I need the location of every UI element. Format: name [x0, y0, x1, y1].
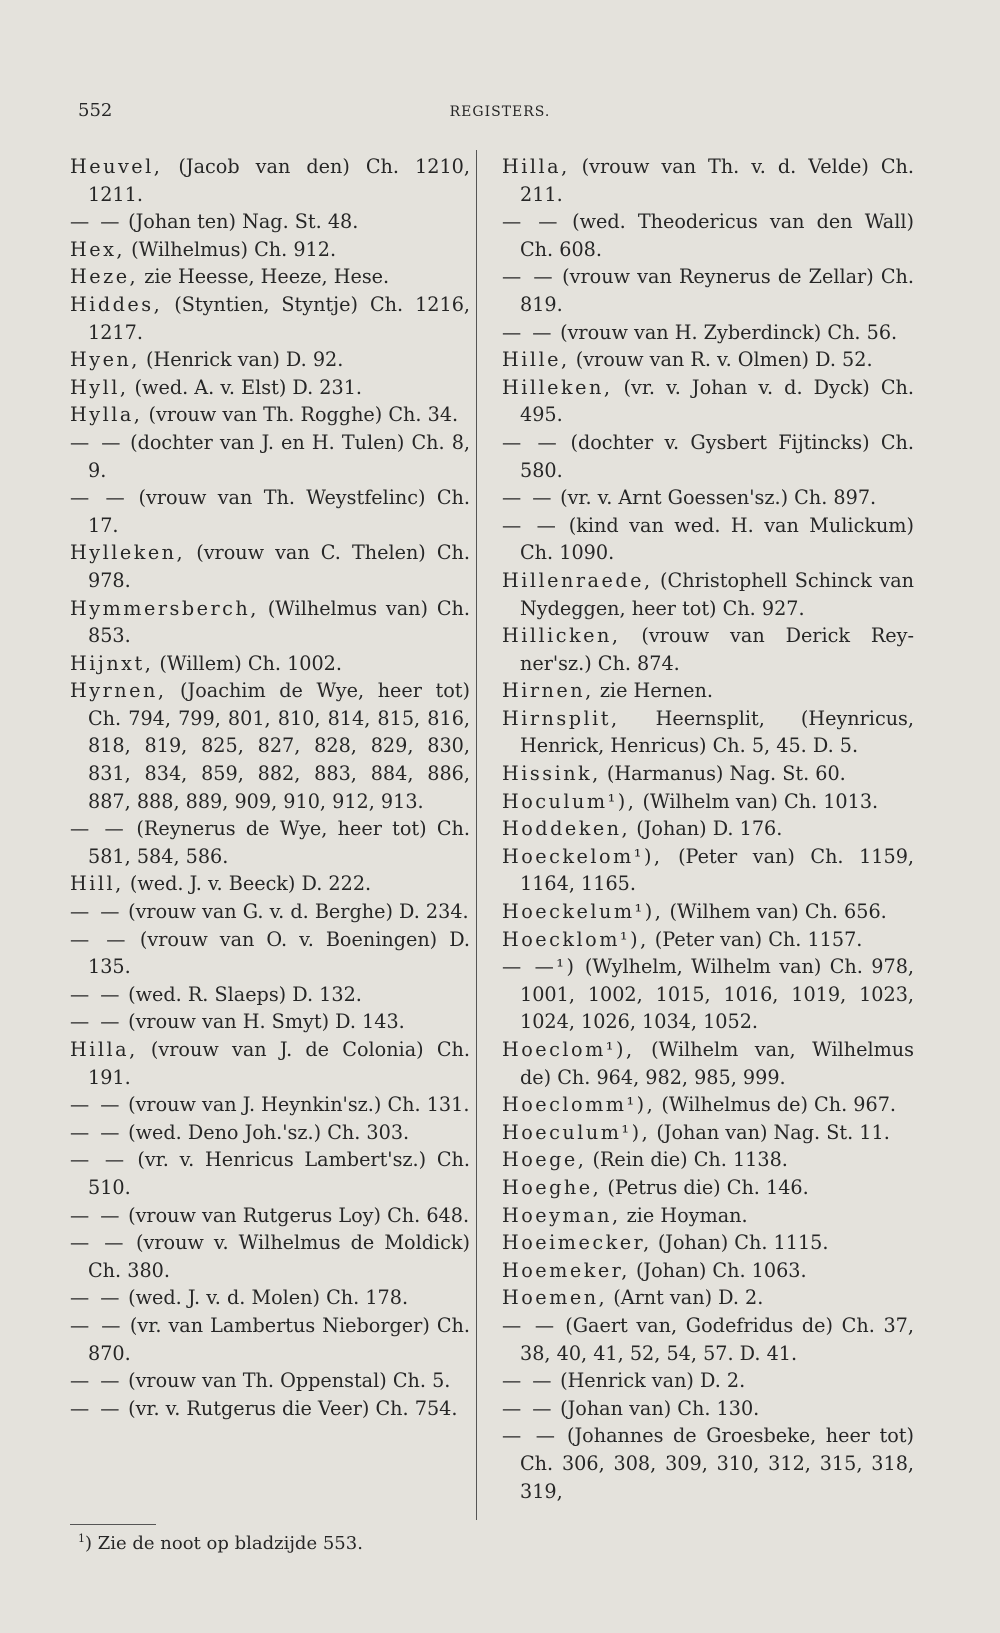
entry-headword: Hoeimecker, [502, 1231, 652, 1255]
footnote [78, 1532, 363, 1554]
entry-headword: — — [502, 430, 560, 454]
entry-references: (vrouw van R. v. Olmen) D. 52. [569, 348, 873, 372]
entry-references: zie Heesse, Heeze, Hese. [138, 265, 390, 289]
entry-references: (Johan) Ch. 1115. [651, 1231, 829, 1255]
entry-headword: — — [70, 210, 122, 234]
entry-references: (vrouw van J. Heynkin'sz.) Ch. 131. [121, 1093, 470, 1117]
entry-references: (wed. A. v. Elst) D. 231. [128, 375, 363, 399]
entry-references: (vrouw van Th. Rogghe) Ch. 34. [142, 403, 459, 427]
entry-headword: Hoecklom¹), [502, 927, 649, 951]
index-entry [502, 843, 914, 898]
entry-references: (Arnt van) D. 2. [607, 1286, 764, 1310]
entry-references: (vrouw van Th. Weystfelinc) Ch. 17. [88, 486, 470, 537]
index-entry [70, 1367, 470, 1395]
column-divider [476, 150, 477, 1520]
entry-references: zie Hoyman. [620, 1203, 748, 1227]
entry-references: (Johan van) Nag. St. 11. [650, 1120, 890, 1144]
entry-references: (wed. R. Slaeps) D. 132. [121, 982, 362, 1006]
index-entry [502, 1229, 914, 1257]
index-entry [70, 401, 470, 429]
entry-references: (vrouw van Reynerus de Zellar) Ch. 819. [520, 265, 914, 316]
index-entry [70, 429, 470, 484]
entry-references: (Wilhelm van) Ch. 1013. [636, 789, 879, 813]
entry-references: (Reynerus de Wye, heer tot) Ch. 581, 584, 586. [88, 817, 470, 868]
entry-references: (vrouw van C. Thelen) Ch. 978. [88, 541, 470, 592]
entry-references: (Joachim de Wye, heer tot) Ch. 794, 799, 801, 810, 814, 815, 816, 818, 819, 825, 827, 828, 829, 830, 831, 834, 859, 882, 883, 884, 886, 887, 888, 889, 909, 910, 912, 913. [88, 679, 470, 813]
entry-headword: Hirnsplit, [502, 706, 620, 730]
entry-headword: — — [70, 900, 122, 924]
entry-headword: Heuvel, [70, 155, 163, 178]
index-entry [70, 595, 470, 650]
entry-references: (vr. v. Henricus Lambert'sz.) Ch. 510. [88, 1148, 470, 1199]
entry-headword: — — [70, 1286, 122, 1310]
index-entry [70, 1395, 470, 1423]
index-entry [502, 208, 914, 263]
entry-references: (Styntien, Styntje) Ch. 1216, 1217. [88, 292, 470, 344]
index-entry [70, 1312, 470, 1367]
index-entry [502, 815, 914, 843]
entry-headword: — — [70, 1313, 123, 1337]
index-entry [502, 1036, 914, 1091]
entry-references: (Johannes de Groesbeke, heer tot) Ch. 306, 308, 309, 310, 312, 315, 318, 319, [520, 1424, 914, 1503]
index-entry [502, 346, 914, 374]
entry-references: (Wilhelm van, Wilhelmus de) Ch. 964, 982, 985, 999. [520, 1038, 914, 1089]
index-entry [70, 208, 470, 236]
entry-headword: Hoddeken, [502, 817, 631, 841]
entry-headword: — — [502, 1369, 554, 1393]
index-entry [70, 346, 470, 374]
index-entry [70, 539, 470, 594]
entry-headword: — — [70, 982, 122, 1006]
entry-references: (Henrick van) D. 92. [139, 348, 344, 372]
index-entry [502, 705, 914, 760]
entry-headword: Hoeyman, [502, 1203, 621, 1227]
entry-headword: — — [502, 1313, 557, 1337]
entry-headword: Hyll, [70, 375, 129, 399]
entry-headword: Hylleken, [70, 541, 186, 565]
entry-references: (vrouw van H. Zyberdinck) Ch. 56. [553, 320, 898, 344]
footnote-text: ) Zie de noot op bladzijde 553. [85, 1533, 363, 1554]
entry-headword: — — [502, 513, 559, 537]
entry-references: (wed. Theodericus van den Wall) Ch. 608. [520, 210, 914, 261]
index-entry [502, 1395, 914, 1423]
entry-references: (Petrus die) Ch. 146. [601, 1175, 809, 1199]
entry-references: (wed. J. v. Beeck) D. 222. [123, 872, 372, 896]
entry-references: (vr. v. Rutgerus die Veer) Ch. 754. [121, 1396, 458, 1420]
index-entry [70, 236, 470, 264]
entry-references: (Willem) Ch. 1002. [153, 651, 342, 675]
entry-headword: — —¹) [502, 955, 577, 979]
entry-references: (Wylhelm, Wilhelm van) Ch. 978, 1001, 1002, 1015, 1016, 1019, 1023, 1024, 1026, 1034, 1052. [520, 955, 914, 1034]
entry-references: (dochter v. Gysbert Fijtincks) Ch. 580. [520, 430, 914, 482]
index-entry [70, 1284, 470, 1312]
entry-headword: — — [502, 320, 554, 344]
index-entry [70, 650, 470, 678]
index-entry [502, 953, 914, 1036]
entry-headword: Hoege, [502, 1148, 587, 1172]
index-entry [70, 870, 470, 898]
entry-headword: Hoemeker, [502, 1258, 630, 1282]
entry-headword: Hilla, [502, 155, 570, 178]
index-entry [70, 677, 470, 815]
index-entry [502, 1174, 914, 1202]
index-entry [502, 1284, 914, 1312]
entry-references: (Christophell Schinck van Nydeggen, heer tot) Ch. 927. [520, 568, 914, 620]
index-entry [502, 263, 914, 318]
index-entry [70, 374, 470, 402]
index-entry [502, 677, 914, 705]
entry-references: (Wilhelmus de) Ch. 967. [655, 1093, 897, 1117]
index-entry [502, 898, 914, 926]
index-entry [70, 291, 470, 346]
running-head: REGISTERS. [449, 104, 551, 120]
entry-headword: — — [70, 817, 127, 841]
entry-headword: — — [70, 927, 128, 951]
index-entry [70, 1008, 470, 1036]
index-entry [502, 1119, 914, 1147]
entry-headword: — — [70, 1010, 122, 1034]
entry-references: (Johan) D. 176. [630, 817, 783, 841]
index-entry [502, 1257, 914, 1285]
entry-references: (Johan) Ch. 1063. [629, 1258, 807, 1282]
entry-references: (vrouw van Th. v. d. Velde) Ch. 211. [520, 155, 914, 206]
entry-headword: Hillicken, [502, 624, 621, 648]
entry-references: (wed. J. v. d. Molen) Ch. 178. [121, 1286, 409, 1310]
index-entry [502, 1422, 914, 1505]
entry-references: zie Hernen. [593, 679, 713, 703]
entry-references: (vr. v. Johan v. d. Dyck) Ch. 495. [520, 375, 914, 427]
index-entry [502, 319, 914, 347]
entry-headword: — — [502, 210, 560, 234]
left-column [70, 153, 470, 1422]
entry-references: (Henrick van) D. 2. [553, 1369, 746, 1393]
entry-references: (dochter van J. en H. Tulen) Ch. 8, 9. [88, 430, 470, 482]
index-entry [502, 567, 914, 622]
entry-headword: Hoeckelom¹), [502, 844, 663, 868]
entry-references: (wed. Deno Joh.'sz.) Ch. 303. [121, 1120, 410, 1144]
index-entry [70, 1202, 470, 1230]
entry-headword: Hoemen, [502, 1286, 608, 1310]
entry-headword: — — [70, 1231, 126, 1255]
page-number: 552 [78, 100, 113, 121]
entry-references: (vrouw van Rutgerus Loy) Ch. 648. [121, 1203, 470, 1227]
index-entry [70, 153, 470, 208]
footnote-marker: 1 [78, 1532, 85, 1545]
index-entry [502, 153, 914, 208]
entry-headword: Hyrnen, [70, 679, 167, 703]
entry-headword: Hoeclom¹), [502, 1038, 635, 1061]
index-entry [502, 512, 914, 567]
entry-headword: Hoeclomm¹), [502, 1093, 656, 1117]
entry-references: (vrouw v. Wilhelmus de Moldick) Ch. 380. [88, 1231, 470, 1282]
index-entry [502, 760, 914, 788]
entry-headword: Hylla, [70, 403, 143, 427]
index-entry [502, 1146, 914, 1174]
entry-headword: — — [70, 1120, 122, 1144]
entry-references: (Harmanus) Nag. St. 60. [600, 762, 846, 786]
index-entry [502, 926, 914, 954]
entry-headword: Hiddes, [70, 292, 163, 316]
entry-headword: Hoeghe, [502, 1175, 602, 1199]
footnote-rule [70, 1524, 156, 1525]
entry-references: (vrouw van Th. Oppenstal) Ch. 5. [121, 1369, 451, 1393]
entry-headword: — — [70, 1148, 127, 1172]
index-entry [502, 1367, 914, 1395]
entry-references: (Wilhelmus van) Ch. 853. [88, 596, 470, 648]
entry-headword: — — [502, 265, 556, 289]
entry-headword: Hilla, [70, 1038, 138, 1061]
entry-headword: Hilleken, [502, 375, 613, 399]
entry-headword: — — [502, 1396, 554, 1420]
index-entry [502, 484, 914, 512]
index-entry [70, 926, 470, 981]
entry-references: (Wilhelmus) Ch. 912. [125, 237, 337, 261]
entry-headword: Hex, [70, 237, 126, 261]
index-entry [502, 622, 914, 677]
entry-headword: — — [70, 486, 128, 510]
entry-references: (vr. v. Arnt Goessen'sz.) Ch. 897. [553, 486, 877, 510]
entry-headword: — — [70, 1203, 122, 1227]
index-entry [70, 1091, 470, 1119]
entry-references: (Peter van) Ch. 1157. [648, 927, 863, 951]
index-entry [70, 1229, 470, 1284]
entry-references: (Rein die) Ch. 1138. [586, 1148, 788, 1172]
entry-references: (vrouw van H. Smyt) D. 143. [121, 1010, 405, 1034]
entry-references: (Wilhem van) Ch. 656. [663, 900, 887, 924]
index-entry [70, 1146, 470, 1201]
entry-headword: Hill, [70, 872, 124, 896]
entry-headword: Hoeculum¹), [502, 1120, 651, 1144]
entry-headword: — — [70, 1396, 122, 1420]
entry-references: (vrouw van J. de Colonia) Ch. 191. [88, 1038, 470, 1089]
entry-references: (Johan ten) Nag. St. 48. [121, 210, 359, 234]
index-entry [70, 484, 470, 539]
entry-headword: Hyen, [70, 348, 140, 372]
index-entry [70, 263, 470, 291]
index-entry [70, 1036, 470, 1091]
entry-references: (Gaert van, Godefridus de) Ch. 37, 38, 40, 41, 52, 54, 57. D. 41. [520, 1313, 914, 1365]
entry-references: (vrouw van Derick Rey-ner'sz.) Ch. 874. [520, 624, 914, 675]
entry-headword: Hijnxt, [70, 651, 154, 675]
entry-headword: — — [502, 486, 554, 510]
right-column [502, 153, 914, 1505]
entry-references: (vrouw van O. v. Boeningen) D. 135. [88, 927, 470, 979]
entry-headword: — — [70, 1369, 122, 1393]
entry-references: (Peter van) Ch. 1159, 1164, 1165. [520, 844, 914, 896]
entry-headword: Hoeckelum¹), [502, 900, 664, 924]
entry-headword: Hymmersberch, [70, 596, 259, 620]
index-entry [502, 1202, 914, 1230]
index-entry [502, 429, 914, 484]
entry-references: (vr. van Lambertus Nieborger) Ch. 870. [88, 1313, 470, 1365]
index-entry [502, 788, 914, 816]
index-entry [502, 374, 914, 429]
entry-headword: — — [70, 430, 123, 454]
index-entry [70, 898, 470, 926]
entry-references: (Jacob van den) Ch. 1210, 1211. [88, 155, 470, 206]
entry-headword: Hirnen, [502, 679, 594, 703]
entry-headword: — — [70, 1093, 122, 1117]
index-entry [70, 815, 470, 870]
entry-references: (Johan van) Ch. 130. [553, 1396, 760, 1420]
entry-headword: Hoculum¹), [502, 789, 637, 813]
index-entry [502, 1091, 914, 1119]
entry-headword: — — [502, 1424, 558, 1448]
entry-headword: Hillenraede, [502, 568, 653, 592]
entry-references: (vrouw van G. v. d. Berghe) D. 234. [121, 900, 469, 924]
index-entry [70, 1119, 470, 1147]
entry-headword: Hille, [502, 348, 570, 372]
entry-headword: Heze, [70, 265, 139, 289]
entry-headword: Hissink, [502, 762, 601, 786]
entry-references: (kind van wed. H. van Mulickum) Ch. 1090. [520, 513, 914, 565]
index-entry [502, 1312, 914, 1367]
index-entry [70, 981, 470, 1009]
entry-references: Heernsplit, (Heynricus, Henrick, Henricus) Ch. 5, 45. D. 5. [520, 706, 914, 758]
